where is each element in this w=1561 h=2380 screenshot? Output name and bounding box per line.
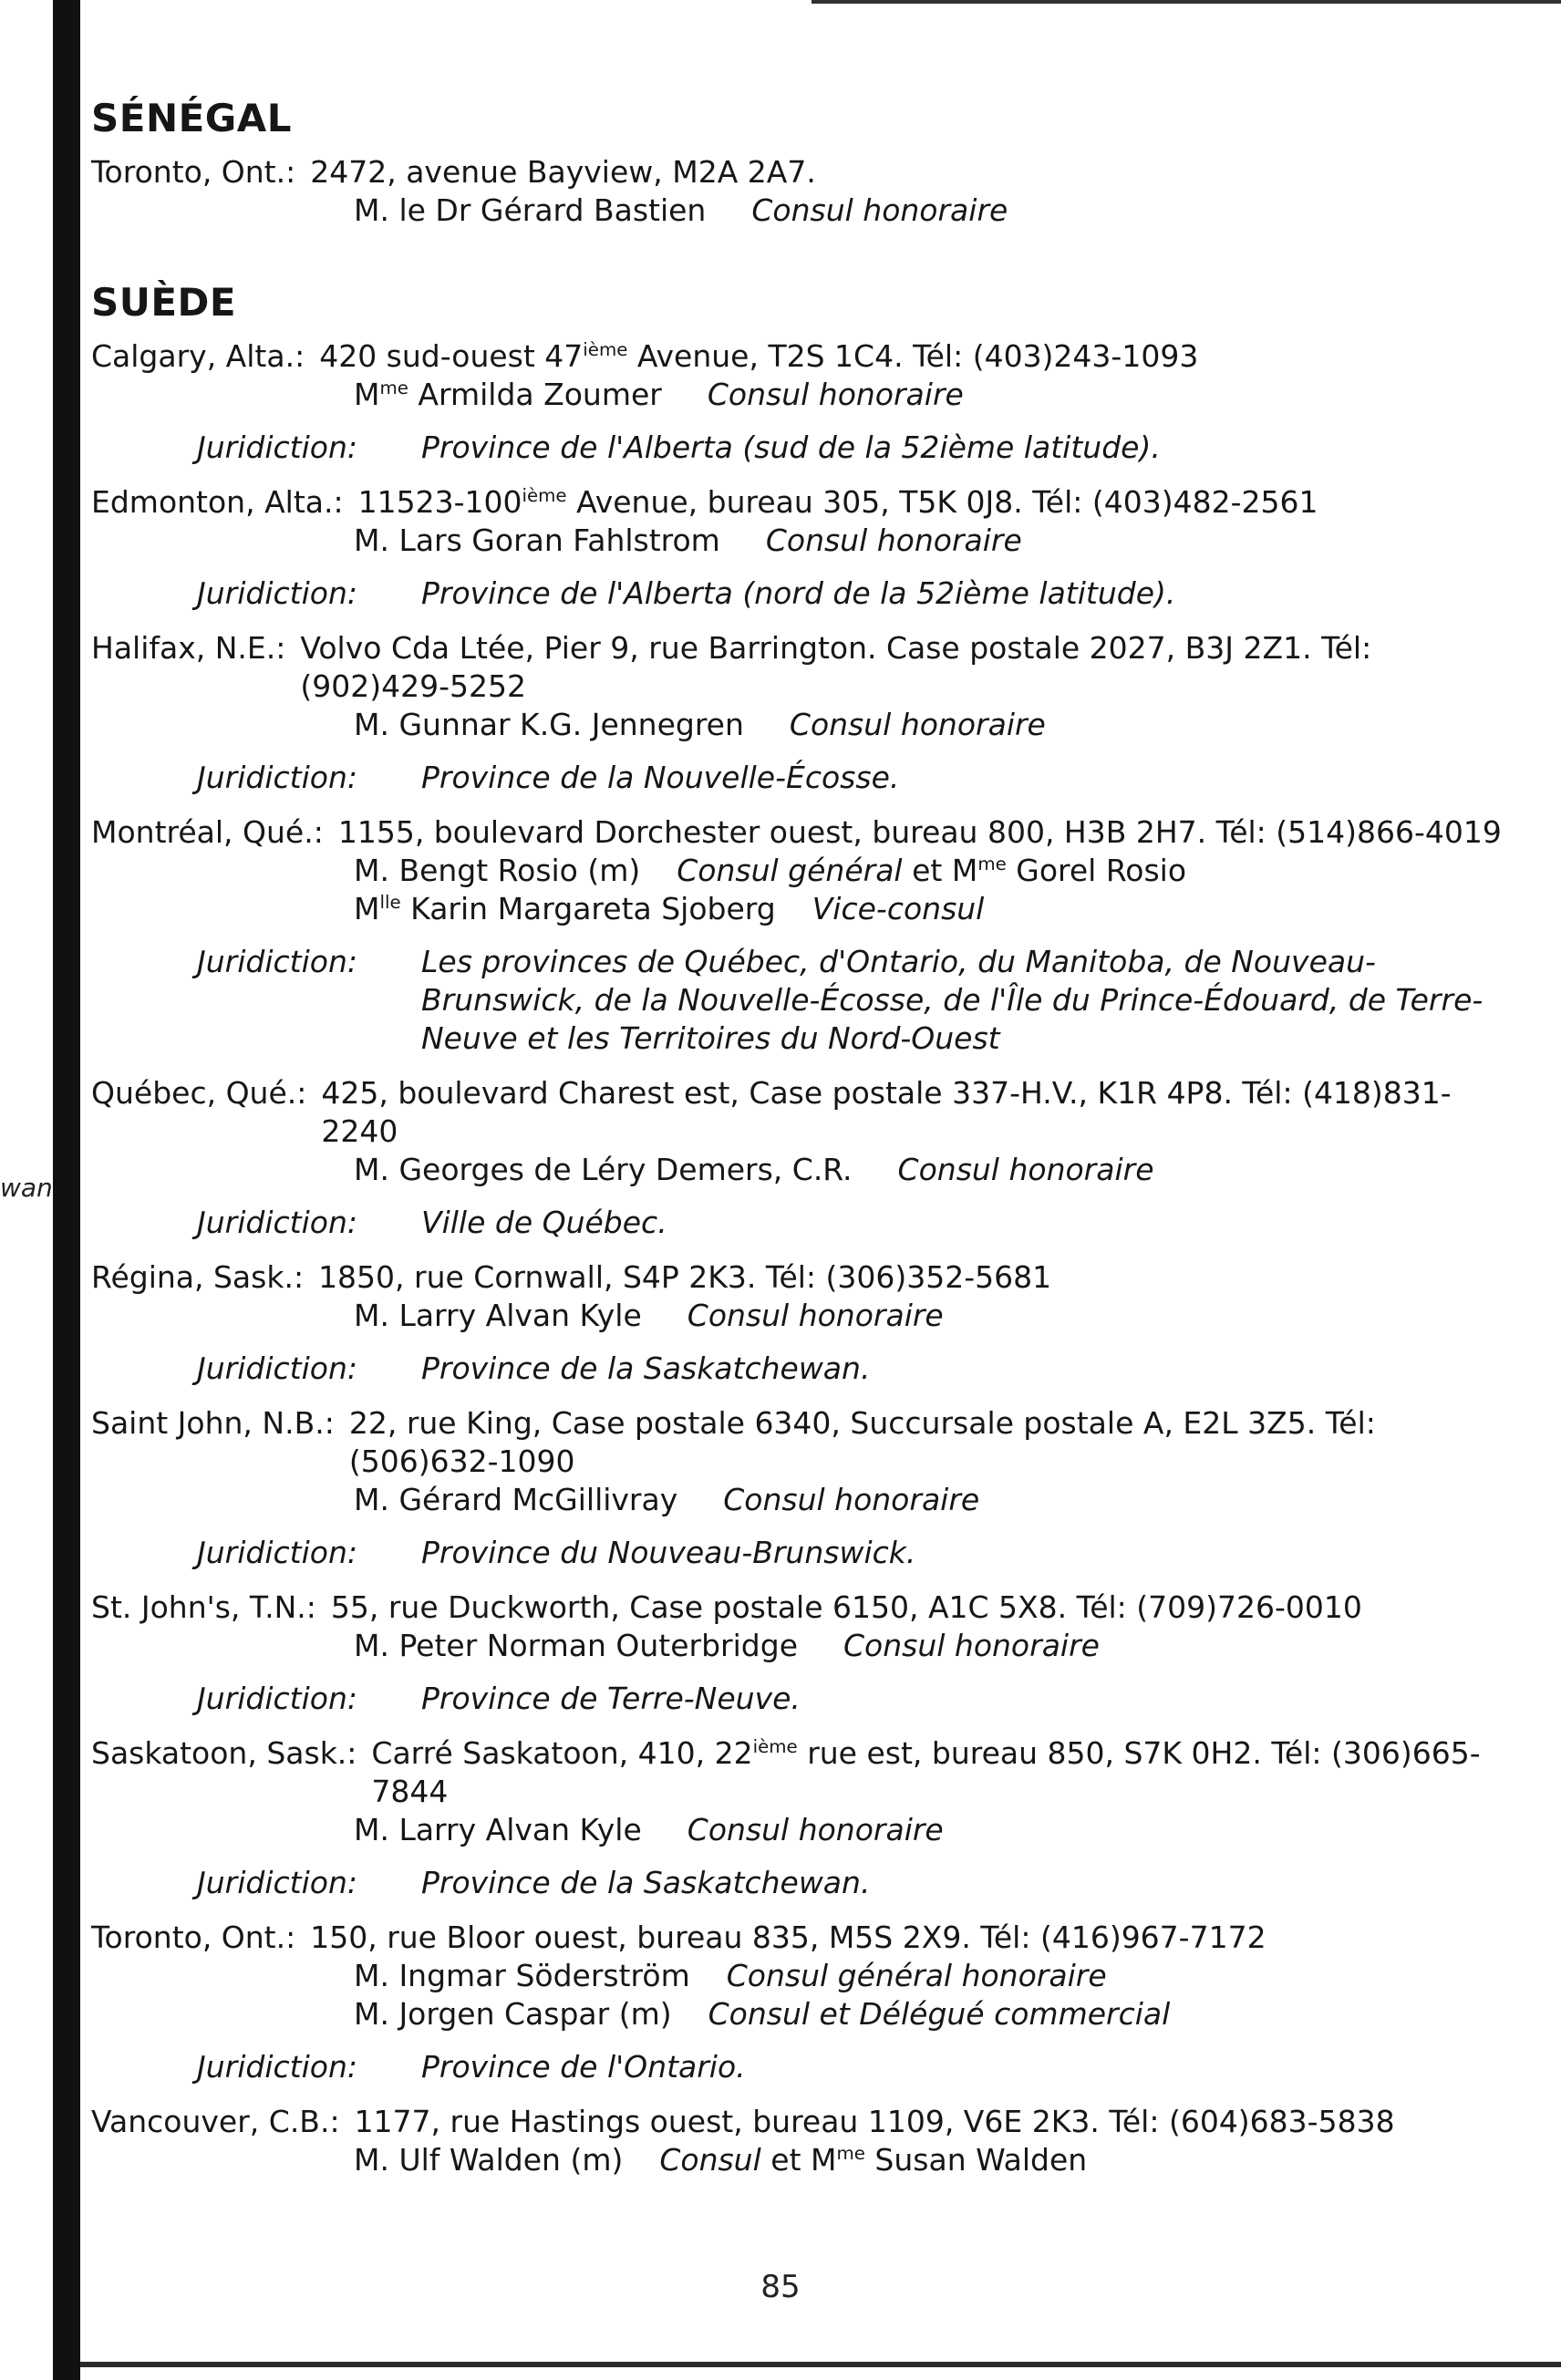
consulate-entry	[91, 1074, 1514, 1242]
official-name: M. Bengt Rosio (m)	[354, 853, 641, 888]
jurisdiction	[197, 429, 1514, 467]
official-name: M. Larry Alvan Kyle	[354, 1812, 642, 1847]
official-name: M. Gérard McGillivray	[354, 1482, 678, 1517]
official-title: Consul honoraire	[789, 707, 1046, 742]
spouse-name: et $M^{me}$ Susan Walden	[760, 2142, 1088, 2178]
city-label: Calgary, Alta.:	[91, 338, 305, 374]
jurisdiction-label: Juridiction:	[197, 1681, 357, 1716]
address-text: 150, rue Bloor ouest, bureau 835, M5S 2X9. Tél: (416)967-7172	[310, 1920, 1266, 1955]
address-line	[91, 2103, 1514, 2141]
address-text: 1155, boulevard Dorchester ouest, bureau 800, H3B 2H7. Tél: (514)866-4019	[337, 814, 1502, 850]
official-name: M. Ulf Walden (m)	[354, 2142, 624, 2178]
address-line	[91, 1258, 1514, 1297]
official-title: Consul honoraire	[897, 1152, 1154, 1187]
official-name: M. Ingmar Söderström	[354, 1958, 690, 1993]
jurisdiction-label: Juridiction:	[197, 1865, 357, 1900]
consulate-entry	[91, 483, 1514, 613]
jurisdiction-text: Ville de Québec.	[421, 1205, 667, 1240]
jurisdiction	[197, 574, 1514, 613]
address-text: 425, boulevard Charest est, Case postale 337-H.V., K1R 4P8. Tél: (418)831-2240	[321, 1075, 1452, 1149]
official-line	[91, 1151, 1514, 1189]
jurisdiction-label: Juridiction:	[197, 575, 357, 611]
official-line	[91, 522, 1514, 560]
consulate-entry	[91, 813, 1514, 1058]
official-name: M. le Dr Gérard Bastien	[354, 192, 707, 228]
address-line	[91, 1074, 1514, 1151]
margin-note: wan	[0, 1173, 53, 1203]
consulate-entry	[91, 153, 1514, 230]
official-name: $M^{lle}$ Karin Margareta Sjoberg	[354, 891, 776, 926]
address-line	[91, 1588, 1514, 1627]
official-line	[91, 890, 1514, 928]
address-line	[91, 1404, 1514, 1481]
consulate-entry	[91, 1258, 1514, 1388]
official-line	[91, 2141, 1514, 2179]
official-title: Consul honoraire	[723, 1482, 980, 1517]
city-label: Halifax, N.E.:	[91, 630, 286, 666]
page-content	[91, 95, 1514, 2189]
jurisdiction-label: Juridiction:	[197, 760, 357, 795]
jurisdiction-text: Province de l'Alberta (nord de la 52ième latitude).	[421, 575, 1176, 611]
bottom-rule	[80, 2362, 1561, 2367]
address-line	[91, 629, 1514, 706]
jurisdiction-text: Province de l'Alberta (sud de la 52ième latitude).	[421, 429, 1161, 465]
address-line	[91, 1919, 1514, 1957]
official-line	[91, 1957, 1514, 1995]
city-label: Saskatoon, Sask.:	[91, 1735, 357, 1771]
official-line	[91, 376, 1514, 414]
binding-edge	[53, 0, 80, 2380]
official-line	[91, 1481, 1514, 1519]
address-text: 420 sud-ouest 47ième Avenue, T2S 1C4. Tél: (403)243-1093	[319, 338, 1199, 374]
jurisdiction-label: Juridiction:	[197, 2049, 357, 2085]
jurisdiction	[197, 759, 1514, 797]
consulate-entry	[91, 629, 1514, 797]
official-title: Consul honoraire	[843, 1628, 1100, 1663]
city-label: Saint John, N.B.:	[91, 1405, 335, 1441]
address-line	[91, 813, 1514, 852]
country-heading-suede: SUÈDE	[91, 280, 237, 325]
official-title: Consul honoraire	[765, 523, 1022, 558]
address-line	[91, 153, 1514, 191]
consulate-entry	[91, 1734, 1514, 1902]
consulate-entry	[91, 1919, 1514, 2086]
official-name: M. Jorgen Caspar (m)	[354, 1996, 672, 2032]
jurisdiction-text: Province de Terre-Neuve.	[421, 1681, 801, 1716]
consulate-entry	[91, 337, 1514, 467]
official-title: Consul honoraire	[707, 377, 964, 412]
jurisdiction-text: Province de la Nouvelle-Écosse.	[421, 760, 900, 795]
address-text: 1177, rue Hastings ouest, bureau 1109, V6E 2K3. Tél: (604)683-5838	[354, 2104, 1395, 2139]
address-text: 22, rue King, Case postale 6340, Succursale postale A, E2L 3Z5. Tél: (506)632-1090	[348, 1405, 1376, 1479]
jurisdiction	[197, 1204, 1514, 1242]
jurisdiction-text: Province de la Saskatchewan.	[421, 1865, 871, 1900]
address-text: Carré Saskatoon, 410, 22ième rue est, bureau 850, S7K 0H2. Tél: (306)665-7844	[371, 1735, 1481, 1809]
official-title: Consul et Délégué commercial	[708, 1996, 1171, 2032]
official-name: $M^{me}$ Armilda Zoumer	[354, 377, 662, 412]
official-title: Consul honoraire	[751, 192, 1008, 228]
address-line	[91, 1734, 1514, 1811]
official-title: Consul général	[677, 853, 903, 888]
jurisdiction	[197, 1350, 1514, 1388]
official-line	[91, 1995, 1514, 2033]
city-label: Régina, Sask.:	[91, 1259, 305, 1295]
official-title: Consul général honoraire	[726, 1958, 1107, 1993]
page-number: 85	[760, 2269, 801, 2305]
spouse-name: et $M^{me}$ Gorel Rosio	[902, 853, 1187, 888]
jurisdiction	[197, 1680, 1514, 1718]
jurisdiction-label: Juridiction:	[197, 1535, 357, 1570]
address-text: 2472, avenue Bayview, M2A 2A7.	[310, 154, 816, 190]
official-name: M. Lars Goran Fahlstrom	[354, 523, 720, 558]
city-label: Montréal, Qué.:	[91, 814, 324, 850]
consulate-entry	[91, 1588, 1514, 1718]
official-line	[91, 191, 1514, 230]
address-line	[91, 483, 1514, 522]
jurisdiction-text: Province du Nouveau-Brunswick.	[421, 1535, 916, 1570]
jurisdiction	[197, 2048, 1514, 2086]
official-line	[91, 1811, 1514, 1849]
jurisdiction-label: Juridiction:	[197, 1350, 357, 1386]
jurisdiction-text: Province de l'Ontario.	[421, 2049, 746, 2085]
jurisdiction	[197, 943, 1514, 1058]
official-title: Consul honoraire	[687, 1298, 944, 1333]
official-title: Consul honoraire	[687, 1812, 944, 1847]
city-label: St. John's, T.N.:	[91, 1589, 316, 1625]
official-line	[91, 706, 1514, 744]
address-text: Volvo Cda Ltée, Pier 9, rue Barrington. Case postale 2027, B3J 2Z1. Tél: (902)429-5252	[300, 630, 1372, 704]
jurisdiction	[197, 1534, 1514, 1572]
official-name: M. Gunnar K.G. Jennegren	[354, 707, 744, 742]
address-line	[91, 337, 1514, 376]
consulate-entry	[91, 2103, 1514, 2179]
official-name: M. Peter Norman Outerbridge	[354, 1628, 798, 1663]
address-text: 55, rue Duckworth, Case postale 6150, A1C 5X8. Tél: (709)726-0010	[330, 1589, 1362, 1625]
top-rule	[812, 0, 1561, 4]
city-label: Toronto, Ont.:	[91, 1920, 296, 1955]
city-label: Vancouver, C.B.:	[91, 2104, 340, 2139]
city-label: Québec, Qué.:	[91, 1075, 307, 1111]
official-line	[91, 1297, 1514, 1335]
jurisdiction	[197, 1864, 1514, 1902]
official-name: M. Georges de Léry Demers, C.R.	[354, 1152, 853, 1187]
consulate-entry	[91, 1404, 1514, 1572]
official-title: Consul	[659, 2142, 761, 2178]
jurisdiction-text: Les provinces de Québec, d'Ontario, du Manitoba, de Nouveau-Brunswick, de la Nouvelle-Écosse, de l'Île du Prince-Édouard, de Terre-Neuve et les Territoires du Nord-Ouest	[421, 944, 1483, 1056]
jurisdiction-label: Juridiction:	[197, 1205, 357, 1240]
jurisdiction-label: Juridiction:	[197, 429, 357, 465]
jurisdiction-text: Province de la Saskatchewan.	[421, 1350, 871, 1386]
official-line	[91, 852, 1514, 890]
official-name: M. Larry Alvan Kyle	[354, 1298, 642, 1333]
jurisdiction-label: Juridiction:	[197, 944, 357, 979]
city-label: Toronto, Ont.:	[91, 154, 296, 190]
country-heading-senegal: SÉNÉGAL	[91, 96, 293, 140]
official-title: Vice-consul	[812, 891, 985, 926]
address-text: 11523-100ième Avenue, bureau 305, T5K 0J8. Tél: (403)482-2561	[357, 484, 1318, 520]
official-line	[91, 1627, 1514, 1665]
city-label: Edmonton, Alta.:	[91, 484, 344, 520]
address-text: 1850, rue Cornwall, S4P 2K3. Tél: (306)352-5681	[318, 1259, 1052, 1295]
